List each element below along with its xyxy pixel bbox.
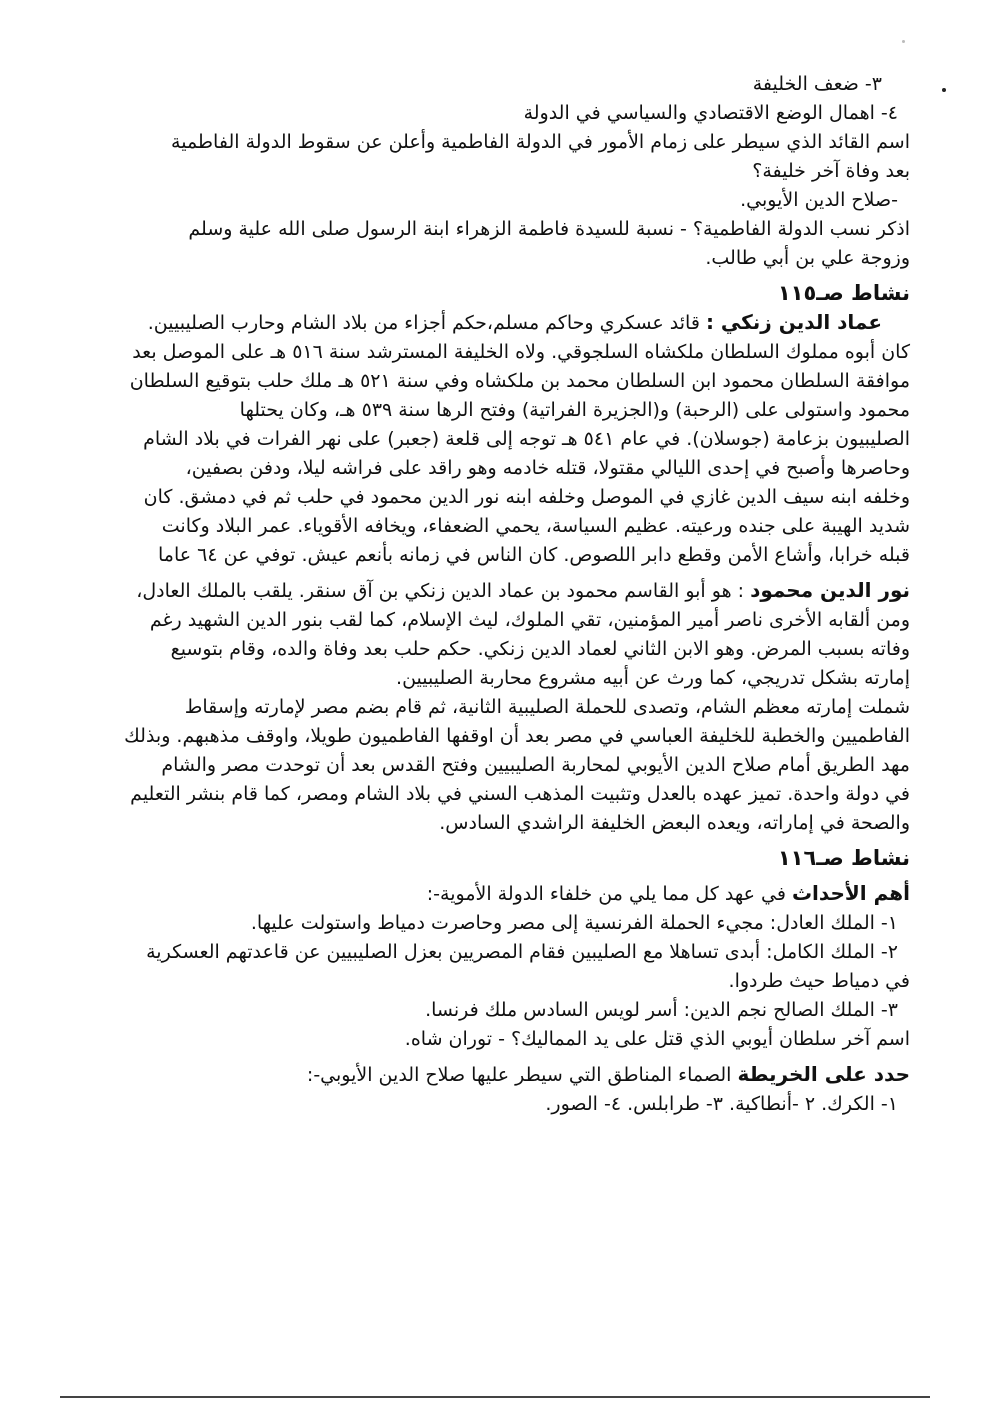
question-leader: اسم القائد الذي سيطر على زمام الأمور في الدولة الفاطمية وأعلن عن سقوط الدولة الفاطمية [171,131,910,153]
imad-bio-line: وحاصرها وأصبح في إحدى الليالي مقتولا، قتله خادمه وهو راقد على فراشه ليلا، ودفن بصفين، [185,457,910,479]
event-item: ٢- الملك الكامل: أبدى تساهلا مع الصليبين فقام المصريين بعزل الصليبيين عن قاعدتهم العسكرية [146,941,898,963]
activity-115-heading: نشاط صـ١١٥ [777,281,910,305]
imad-bio-line: موافقة السلطان محمود ابن السلطان محمد بن ملكشاه وفي سنة ٥٢١ هـ ملك حلب بتوقيع السلطان [129,370,910,392]
question-lineage: اذكر نسب الدولة الفاطمية؟ - نسبة للسيدة فاطمة الزهراء ابنة الرسول صلى الله علية وسلم [188,218,910,240]
answer-lineage-cont: وزوجة علي بن أبي طالب. [705,247,910,269]
nur-bio-line: مهد الطريق أمام صلاح الدين الأيوبي لمحاربة الصليبيين وفتح القدس بعد أن توحدت مصر والشام [161,754,910,776]
question-last-sultan: اسم آخر سلطان أيوبي الذي قتل على يد المماليك؟ - توران شاه. [404,1028,910,1050]
activity-116-heading: نشاط صـ١١٦ [777,846,910,870]
nur-bio-line: إمارته بشكل تدريجي، كما ورث عن أبيه مشروع محاربة الصليبيين. [396,667,910,689]
nur-bio-line: ومن ألقابه الأخرى ناصر أمير المؤمنين، تقي الملوك، ليث الإسلام، كما لقب بنور الدين الشهيد رغم [149,609,910,631]
imad-term: عماد الدين زنكي : [705,310,882,334]
imad-bio-line: قبله خرابا، وأشاع الأمن وقطع دابر اللصوص. كان الناس في زمانه بأنعم عيش. توفي عن ٦٤ عاما [158,544,910,566]
imad-bio-line: شديد الهيبة على جنده ورعيته. عظيم السياسة، يحمي الضعفاء، ويخافه الأقوياء. عمر البلاد وكانت [161,515,910,537]
events-prompt [70,879,910,909]
event-item: ١- الملك العادل: مجيء الحملة الفرنسية إلى مصر وحاصرت دمياط واستولت عليها. [250,912,898,934]
nur-def-text: : هو أبو القاسم محمود بن عماد الدين زنكي بن آق سنقر. يلقب بالملك العادل، [136,580,751,602]
events-term: أهم الأحداث [791,881,910,905]
map-rest: الصماء المناطق التي سيطر عليها صلاح الدين الأيوبي-: [306,1064,738,1086]
bottom-divider [60,1396,930,1398]
point-4: ٤- اهمال الوضع الاقتصادي والسياسي في الدولة [523,102,898,124]
event-item: ٣- الملك الصالح نجم الدين: أسر لويس السادس ملك فرنسا. [425,999,898,1021]
answer-leader: -صلاح الدين الأيوبي. [740,189,898,211]
scan-speck [902,40,905,43]
nur-bio-line: شملت إمارته معظم الشام، وتصدى للحملة الصليبية الثانية، ثم قام بضم مصر لإمارته وإسقاط [184,696,910,718]
nur-bio-line: وفاته بسبب المرض. وهو الابن الثاني لعماد الدين زنكي. حكم حلب بعد وفاة والده، وقام بتوسيع [170,638,910,660]
imad-bio-line: محمود واستولى على (الرحبة) و(الجزيرة الفراتية) وفتح الرها سنة ٥٣٩ هـ، وكان يحتلها [239,399,910,421]
point-3: ٣- ضعف الخليفة [752,73,882,95]
map-prompt [70,1060,910,1090]
nur-definition [70,576,910,606]
bullet-dot [942,88,946,92]
imad-bio-line: كان أبوه مملوك السلطان ملكشاه السلجوقي. ولاه الخليفة المسترشد سنة ٥١٦ هـ على الموصل بعد [132,341,910,363]
nur-bio-line: في دولة واحدة. تميز عهده بالعدل وتثبيت المذهب السني في بلاد الشام ومصر، كما قام بنشر التعليم [130,783,910,805]
imad-bio-line: وخلفه ابنه سيف الدين غازي في الموصل وخلفه ابنه نور الدين محمود في حلب ثم في دمشق. كان [143,486,910,508]
question-leader-cont: بعد وفاة آخر خليفة؟ [752,160,910,182]
map-answer: ١- الكرك. ٢ -أنطاكية. ٣- طرابلس. ٤- الصور. [545,1093,898,1115]
imad-def-text: قائد عسكري وحاكم مسلم،حكم أجزاء من بلاد الشام وحارب الصليبيين. [147,312,706,334]
page-content [70,70,910,1119]
nur-bio-line: الفاطميين والخطبة للخليفة العباسي في مصر بعد أن اوقفها الفاطميون طويلا، واوقف مذهبهم. وبذلك [124,725,910,747]
imad-bio-line: الصليبيون بزعامة (جوسلان). في عام ٥٤١ هـ توجه إلى قلعة (جعبر) على نهر الفرات في بلاد الشام [143,428,910,450]
imad-definition [70,308,910,338]
map-term: حدد على الخريطة [737,1062,910,1086]
nur-term: نور الدين محمود [750,578,910,602]
nur-bio-line: والصحة في إماراته، ويعده البعض الخليفة الراشدي السادس. [439,812,910,834]
event-item-cont: في دمياط حيث طردوا. [728,970,910,992]
events-rest: في عهد كل مما يلي من خلفاء الدولة الأموية-: [426,883,792,905]
